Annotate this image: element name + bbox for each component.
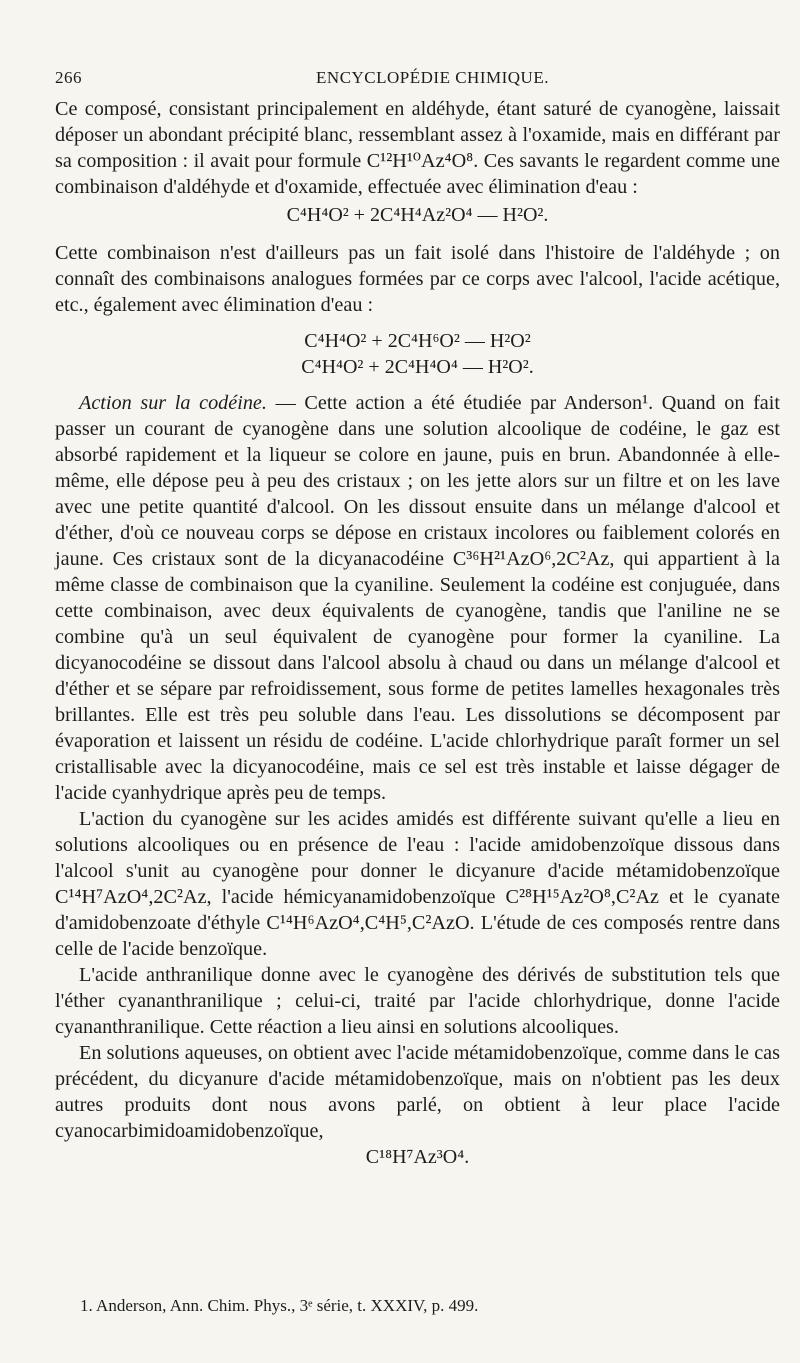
running-title: ENCYCLOPÉDIE CHIMIQUE. [316,68,549,87]
formula-2a: C⁴H⁴O² + 2C⁴H⁶O² — H²O² [304,330,531,352]
paragraph-2: Cette combinaison n'est d'ailleurs pas un fait isolé dans l'histoire de l'aldéhyde ; on connaît des combinaisons analogues formées par ce corps avec l'alcool, l'acide acétique, etc., également avec élimination d'eau : [55,242,780,316]
paragraph-1: Ce composé, consistant principalement en aldéhyde, étant saturé de cyanogène, laissait déposer un abondant précipité blanc, ressemblant assez à l'oxamide, mais en différant par sa composition : il avait pour formule C¹²H¹⁰Az⁴O⁸. Ces savants le regardent comme une combinaison d'aldéhyde et d'oxamide, effectuée avec élimination d'eau : [55,98,780,198]
paragraph-6: En solutions aqueuses, on obtient avec l'acide métamidobenzoïque, comme dans le cas précédent, du dicyanure d'acide métamidobenzoïque, mais on n'obtient pas les deux autres produits dont nous avons parlé, on obtient à leur place l'acide cyanocarbimidoamidobenzoïque, [55,1042,780,1142]
formula-1: C⁴H⁴O² + 2C⁴H⁴Az²O⁴ — H²O². [286,204,549,226]
paragraph-3-text: — Cette action a été étudiée par Anderson¹. Quand on fait passer un courant de cyanogène dans une solution alcoolique de codéine, le gaz est absorbé rapidement et la liqueur se colore en jaune, puis en brun. Abandonnée à elle-même, elle dépose peu à peu des cristaux ; on les jette alors sur un filtre et on les lave avec une petite quantité d'alcool. On les dissout ensuite dans un mélange d'alcool et d'éther, d'où ce nouveau corps se dépose en cristaux incolores ou faiblement colorés en jaune. Ces cristaux sont de la dicyanacodéine C³⁶H²¹AzO⁶,2C²Az, qui appartient à la même classe de combinaison que la cyaniline. Seulement la codéine est conjuguée, dans cette combinaison, avec deux équivalents de cyanogène, tandis que l'aniline ne se combine qu'à un seul équivalent de cyanogène pour former la cyaniline. La dicyanocodéine se dissout dans l'alcool absolu à chaud ou dans un mélange d'alcool et d'éther et se sépare par refroidissement, sous forme de petites lamelles hexagonales très brillantes. Elle est très peu soluble dans l'eau. Les dissolutions se décomposent par évaporation et laissent un résidu de codéine. L'acide chlorhydrique paraît former un sel cristallisable avec la dicyanocodéine, mais ce sel est très instable et laisse dégager de l'acide cyanhydrique après peu de temps. [55,392,780,804]
paragraph-3 [55,390,780,806]
formula-2b: C⁴H⁴O² + 2C⁴H⁴O⁴ — H²O². [301,356,534,378]
running-header [55,68,780,94]
section-title-codeine: Action sur la codéine. [79,392,267,414]
formula-3: C¹⁸H⁷Az³O⁴. [365,1146,470,1168]
page-body [55,96,780,1170]
paragraph-5: L'acide anthranilique donne avec le cyanogène des dérivés de substitution tels que l'éther cyananthranilique ; celui-ci, traité par l'acide chlorhydrique, donne l'acide cyananthranilique. Cette réaction a lieu ainsi en solutions alcooliques. [55,964,780,1038]
footnote: 1. Anderson, Ann. Chim. Phys., 3ᵉ série, t. XXXIV, p. 499. [80,1296,479,1315]
paragraph-4: L'action du cyanogène sur les acides amidés est différente suivant qu'elle a lieu en solutions alcooliques ou en présence de l'eau : l'acide amidobenzoïque dissous dans l'alcool s'unit au cyanogène pour donner le dicyanure d'acide métamidobenzoïque C¹⁴H⁷AzO⁴,2C²Az, l'acide hémicyanamidobenzoïque C²⁸H¹⁵Az²O⁸,C²Az et le cyanate d'amidobenzoate d'éthyle C¹⁴H⁶AzO⁴,C⁴H⁵,C²AzO. L'étude de ces composés rentre dans celle de l'acide benzoïque. [55,808,780,960]
page-number: 266 [55,68,82,87]
